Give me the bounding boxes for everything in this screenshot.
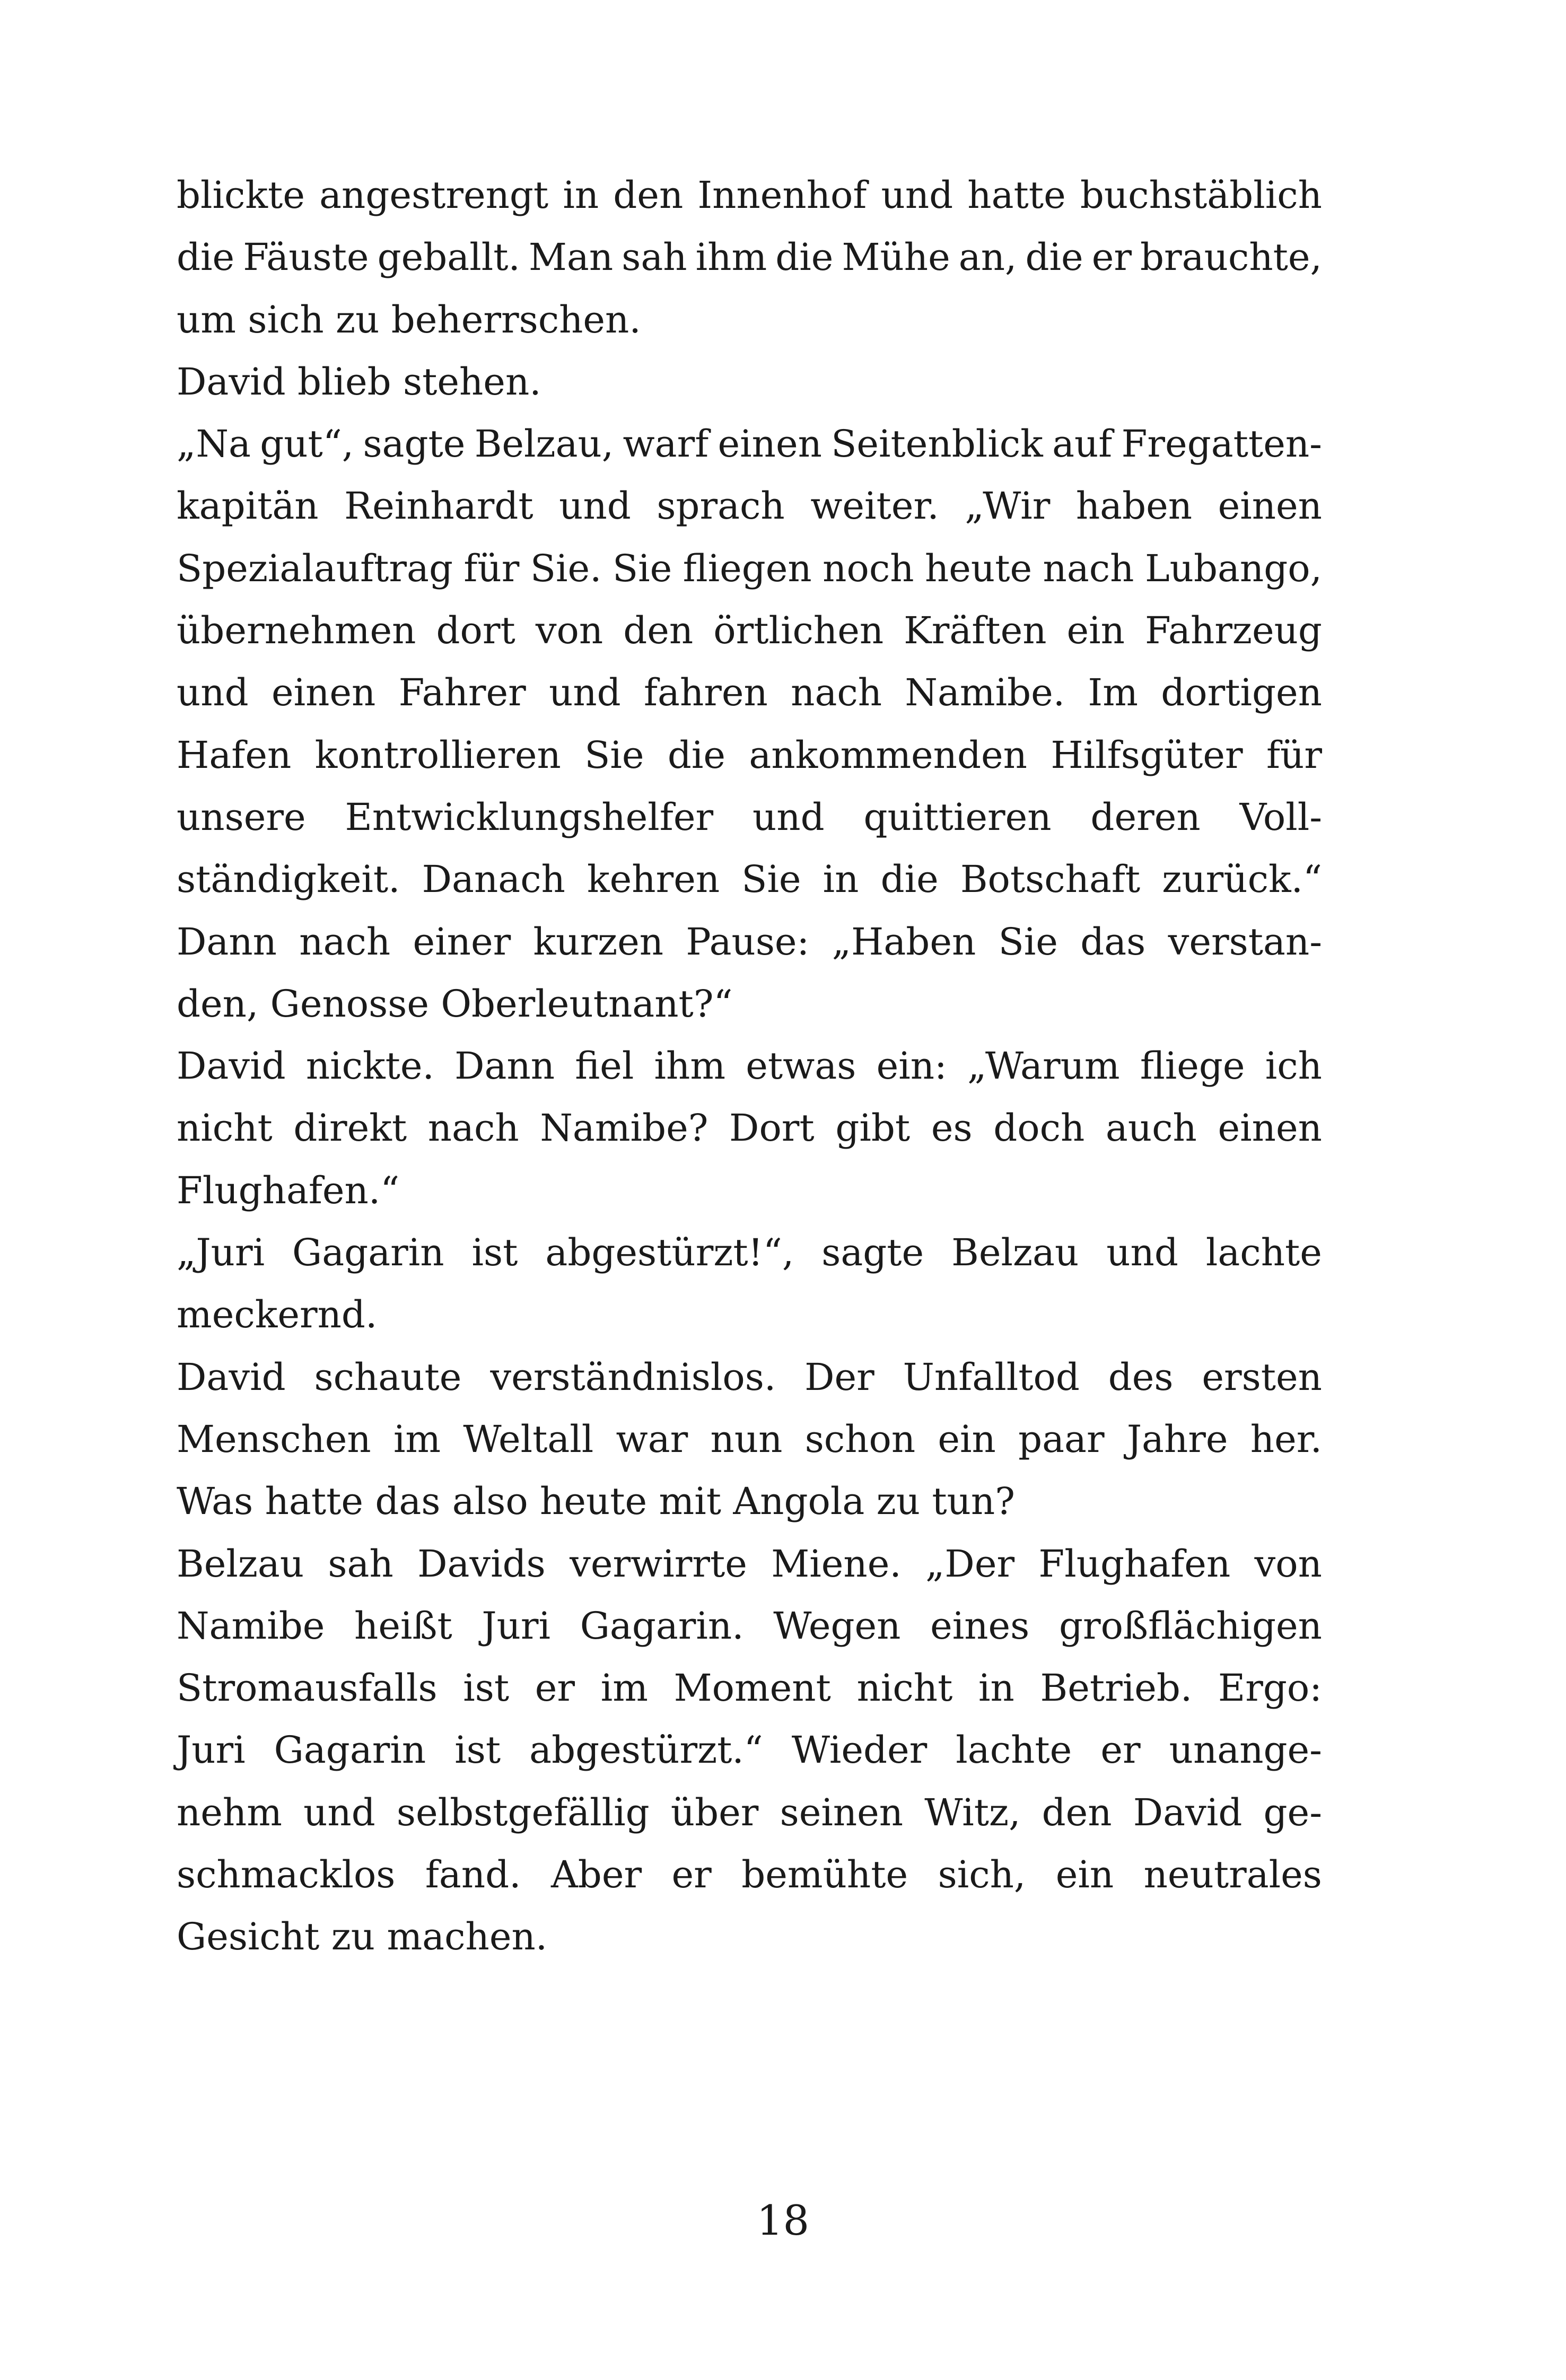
word: Gagarin bbox=[274, 1728, 426, 1772]
text-line bbox=[177, 226, 1322, 288]
text-line bbox=[177, 1222, 1322, 1284]
word: sah bbox=[622, 235, 687, 279]
word: sagte bbox=[821, 1231, 924, 1275]
text-line bbox=[177, 1782, 1322, 1844]
word: fiel bbox=[575, 1044, 634, 1088]
word: ist bbox=[471, 1231, 518, 1275]
word: kontrollieren bbox=[314, 733, 561, 777]
word: lachte bbox=[956, 1728, 1072, 1772]
word: quittieren bbox=[863, 795, 1052, 839]
word: Dann bbox=[454, 1044, 555, 1088]
word: ihm bbox=[654, 1044, 726, 1088]
text-line: um sich zu beherrschen. bbox=[177, 298, 641, 342]
word: nach bbox=[427, 1106, 519, 1150]
text-line: Was hatte das also heute mit Angola zu tun? bbox=[177, 1480, 1015, 1524]
word: nach bbox=[299, 920, 391, 964]
word: des bbox=[1108, 1355, 1174, 1399]
text-line bbox=[177, 1533, 1322, 1595]
word: David bbox=[1133, 1790, 1243, 1834]
word: er bbox=[671, 1853, 712, 1897]
word: „Warum bbox=[967, 1044, 1120, 1088]
text-line bbox=[177, 475, 1322, 537]
text-line bbox=[177, 1719, 1322, 1781]
text-line bbox=[177, 1657, 1322, 1719]
word: von bbox=[535, 609, 603, 653]
word: Seitenblick bbox=[831, 422, 1043, 466]
word: einen bbox=[1218, 1106, 1322, 1150]
word: Miene. bbox=[771, 1542, 902, 1586]
word: in bbox=[823, 858, 859, 902]
word: schon bbox=[804, 1417, 916, 1461]
word: ein: bbox=[876, 1044, 947, 1088]
word: ich bbox=[1265, 1044, 1322, 1088]
word: selbstgefällig bbox=[396, 1790, 650, 1834]
word: brauchte, bbox=[1140, 235, 1322, 279]
word: Sie bbox=[612, 546, 672, 590]
word: fand. bbox=[425, 1853, 521, 1897]
word: ihm bbox=[695, 235, 767, 279]
word: weiter. bbox=[810, 484, 939, 528]
text-line bbox=[177, 164, 1322, 226]
text-line: meckernd. bbox=[177, 1293, 378, 1337]
word: deren bbox=[1090, 795, 1201, 839]
word: dort bbox=[436, 609, 515, 653]
word: Entwicklungshelfer bbox=[345, 795, 714, 839]
text-line bbox=[177, 662, 1322, 724]
text-line bbox=[177, 786, 1322, 848]
word: verständnislos. bbox=[490, 1355, 776, 1399]
word: er bbox=[535, 1666, 575, 1710]
word: ersten bbox=[1202, 1355, 1322, 1399]
word: im bbox=[393, 1417, 441, 1461]
word: warf bbox=[623, 422, 709, 466]
word: nun bbox=[710, 1417, 783, 1461]
word: heute bbox=[924, 546, 1033, 590]
word: für bbox=[463, 546, 520, 590]
word: Dort bbox=[729, 1106, 815, 1150]
word: Sie bbox=[998, 920, 1058, 964]
word: im bbox=[600, 1666, 648, 1710]
word: Namibe? bbox=[540, 1106, 708, 1150]
word: etwas bbox=[746, 1044, 856, 1088]
word: in bbox=[978, 1666, 1014, 1710]
word: verwirrte bbox=[570, 1542, 747, 1586]
word: nicht bbox=[177, 1106, 273, 1150]
text-line bbox=[177, 724, 1322, 786]
word: heißt bbox=[354, 1604, 452, 1648]
word: über bbox=[670, 1790, 759, 1834]
word: für bbox=[1266, 733, 1322, 777]
text-line bbox=[177, 413, 1322, 475]
word: Menschen bbox=[177, 1417, 371, 1461]
word: Spezialauftrag bbox=[177, 546, 453, 590]
word: und bbox=[303, 1790, 375, 1834]
word: nicht bbox=[856, 1666, 953, 1710]
word: neutrales bbox=[1143, 1853, 1322, 1897]
word: gibt bbox=[835, 1106, 911, 1150]
word: ein bbox=[1066, 609, 1125, 653]
page-number: 18 bbox=[756, 2197, 810, 2245]
word: geballt. bbox=[377, 235, 520, 279]
text-line bbox=[177, 848, 1322, 911]
word: paar bbox=[1018, 1417, 1105, 1461]
word: Lubango, bbox=[1144, 546, 1322, 590]
word: Reinhardt bbox=[344, 484, 533, 528]
word: auch bbox=[1105, 1106, 1197, 1150]
word: fliege bbox=[1140, 1044, 1245, 1088]
word: Hafen bbox=[177, 733, 292, 777]
word: „Juri bbox=[177, 1231, 265, 1275]
word: Fäuste bbox=[243, 235, 369, 279]
text-line: David blieb stehen. bbox=[177, 360, 541, 404]
word: Aber bbox=[551, 1853, 642, 1897]
word: ist bbox=[463, 1666, 510, 1710]
word: angestrengt bbox=[319, 173, 549, 217]
word: auf bbox=[1052, 422, 1113, 466]
word: Sie. bbox=[530, 546, 602, 590]
word: Kräften bbox=[904, 609, 1047, 653]
word: ge- bbox=[1263, 1790, 1322, 1834]
word: die bbox=[667, 733, 726, 777]
text-line bbox=[177, 600, 1322, 662]
text-line bbox=[177, 1097, 1322, 1159]
word: schmacklos bbox=[177, 1853, 396, 1897]
word: Innenhof bbox=[697, 173, 867, 217]
word: Stromausfalls bbox=[177, 1666, 438, 1710]
word: bemühte bbox=[741, 1853, 908, 1897]
word: Belzau bbox=[951, 1231, 1079, 1275]
word: verstan- bbox=[1168, 920, 1322, 964]
word: Weltall bbox=[463, 1417, 594, 1461]
word: „Der bbox=[925, 1542, 1015, 1586]
text-line: den, Genosse Oberleutnant?“ bbox=[177, 982, 733, 1026]
word: Voll- bbox=[1239, 795, 1322, 839]
word: war bbox=[616, 1417, 688, 1461]
word: und bbox=[559, 484, 631, 528]
word: die bbox=[880, 858, 939, 902]
word: sich, bbox=[938, 1853, 1026, 1897]
text-line bbox=[177, 1035, 1322, 1097]
word: und bbox=[752, 795, 825, 839]
word: einer bbox=[413, 920, 511, 964]
word: großflächigen bbox=[1058, 1604, 1322, 1648]
word: es bbox=[931, 1106, 973, 1150]
word: in bbox=[563, 173, 599, 217]
word: kurzen bbox=[533, 920, 664, 964]
word: fliegen bbox=[683, 546, 812, 590]
text-line bbox=[177, 1595, 1322, 1657]
word: hatte bbox=[967, 173, 1066, 217]
word: Ergo: bbox=[1218, 1666, 1322, 1710]
word: Juri bbox=[177, 1728, 246, 1772]
word: kehren bbox=[587, 858, 720, 902]
text-line bbox=[177, 538, 1322, 600]
word: Wegen bbox=[773, 1604, 901, 1648]
word: noch bbox=[823, 546, 914, 590]
word: ein bbox=[1055, 1853, 1114, 1897]
word: und bbox=[1106, 1231, 1178, 1275]
word: Danach bbox=[422, 858, 565, 902]
word: direkt bbox=[293, 1106, 407, 1150]
word: Jahre bbox=[1126, 1417, 1228, 1461]
word: „Wir bbox=[965, 484, 1051, 528]
word: Witz, bbox=[924, 1790, 1021, 1834]
word: ist bbox=[454, 1728, 501, 1772]
word: örtlichen bbox=[713, 609, 884, 653]
word: Gagarin bbox=[292, 1231, 444, 1275]
word: dortigen bbox=[1161, 671, 1322, 715]
word: an, bbox=[958, 235, 1017, 279]
word: her. bbox=[1250, 1417, 1322, 1461]
word: übernehmen bbox=[177, 609, 416, 653]
word: gut“, bbox=[260, 422, 354, 466]
word: ständigkeit. bbox=[177, 858, 400, 902]
word: und bbox=[549, 671, 621, 715]
word: abgestürzt!“, bbox=[545, 1231, 794, 1275]
text-line bbox=[177, 1346, 1322, 1408]
word: Flughafen bbox=[1038, 1542, 1231, 1586]
word: Sie bbox=[584, 733, 644, 777]
word: unange- bbox=[1169, 1728, 1322, 1772]
word: Pause: bbox=[686, 920, 810, 964]
word: seinen bbox=[780, 1790, 904, 1834]
word: schaute bbox=[314, 1355, 462, 1399]
word: blickte bbox=[177, 173, 305, 217]
word: fahren bbox=[644, 671, 768, 715]
text-line bbox=[177, 1844, 1322, 1906]
word: Hilfsgüter bbox=[1051, 733, 1243, 777]
word: doch bbox=[993, 1106, 1085, 1150]
word: einen bbox=[271, 671, 376, 715]
word: haben bbox=[1075, 484, 1193, 528]
text-line bbox=[177, 1408, 1322, 1471]
word: zurück.“ bbox=[1162, 858, 1322, 902]
word: eines bbox=[930, 1604, 1030, 1648]
word: das bbox=[1080, 920, 1146, 964]
word: Gagarin. bbox=[580, 1604, 744, 1648]
word: und bbox=[881, 173, 953, 217]
text-line: Gesicht zu machen. bbox=[177, 1915, 548, 1959]
word: Namibe bbox=[177, 1604, 325, 1648]
word: unsere bbox=[177, 795, 306, 839]
word: lachte bbox=[1205, 1231, 1322, 1275]
word: einen bbox=[1218, 484, 1322, 528]
word: Fregatten- bbox=[1121, 422, 1322, 466]
word: er bbox=[1100, 1728, 1141, 1772]
word: von bbox=[1254, 1542, 1322, 1586]
word: „Na bbox=[177, 422, 251, 466]
word: er bbox=[1091, 235, 1132, 279]
word: sprach bbox=[657, 484, 785, 528]
word: Sie bbox=[741, 858, 801, 902]
word: den bbox=[1042, 1790, 1112, 1834]
word: „Haben bbox=[832, 920, 976, 964]
word: Unfalltod bbox=[903, 1355, 1080, 1399]
word: abgestürzt.“ bbox=[529, 1728, 763, 1772]
word: Wieder bbox=[791, 1728, 928, 1772]
word: Der bbox=[804, 1355, 874, 1399]
word: ein bbox=[938, 1417, 996, 1461]
word: nehm bbox=[177, 1790, 282, 1834]
word: Namibe. bbox=[905, 671, 1065, 715]
word: buchstäblich bbox=[1080, 173, 1322, 217]
word: einen bbox=[718, 422, 822, 466]
word: Botschaft bbox=[960, 858, 1141, 902]
word: kapitän bbox=[177, 484, 319, 528]
word: sagte bbox=[363, 422, 466, 466]
word: Dann bbox=[177, 920, 277, 964]
word: den bbox=[613, 173, 684, 217]
word: Davids bbox=[417, 1542, 546, 1586]
word: Fahrer bbox=[398, 671, 526, 715]
word: nach bbox=[791, 671, 882, 715]
word: Im bbox=[1088, 671, 1138, 715]
word: die bbox=[177, 235, 235, 279]
word: Fahrzeug bbox=[1145, 609, 1322, 653]
word: die bbox=[775, 235, 834, 279]
word: Mühe bbox=[842, 235, 950, 279]
word: Juri bbox=[482, 1604, 551, 1648]
word: David bbox=[177, 1044, 286, 1088]
word: und bbox=[177, 671, 249, 715]
word: ankommenden bbox=[749, 733, 1027, 777]
word: nach bbox=[1043, 546, 1134, 590]
word: Belzau bbox=[177, 1542, 304, 1586]
body-text bbox=[177, 164, 1322, 1968]
word: die bbox=[1025, 235, 1083, 279]
word: David bbox=[177, 1355, 286, 1399]
word: Moment bbox=[673, 1666, 831, 1710]
word: den bbox=[623, 609, 694, 653]
word: sah bbox=[328, 1542, 393, 1586]
word: Betrieb. bbox=[1040, 1666, 1193, 1710]
text-line: Flughafen.“ bbox=[177, 1168, 400, 1212]
word: Man bbox=[528, 235, 614, 279]
word: Belzau, bbox=[474, 422, 614, 466]
text-line bbox=[177, 911, 1322, 973]
word: nickte. bbox=[305, 1044, 434, 1088]
